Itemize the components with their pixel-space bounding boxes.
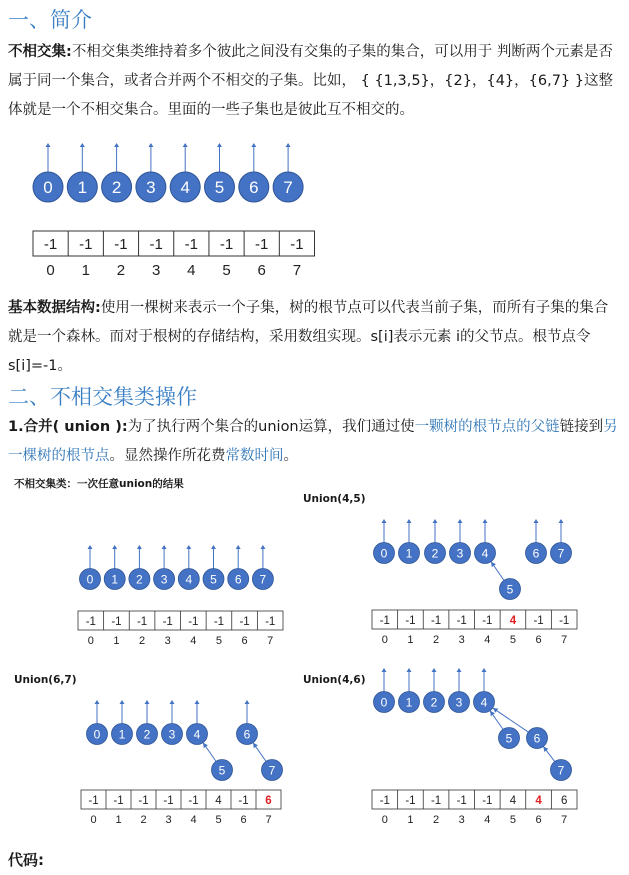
node-label: 3 xyxy=(168,727,176,742)
array-index: 1 xyxy=(115,814,122,826)
node-label: 1 xyxy=(118,727,126,742)
array-cell: -1 xyxy=(559,615,570,627)
node-label: 0 xyxy=(43,178,53,197)
panel-label-union-6-7: Union(6,7) xyxy=(14,674,77,686)
node-label: 6 xyxy=(532,546,540,561)
array-index: 5 xyxy=(509,814,516,826)
node-label: 5 xyxy=(506,582,514,597)
arrowhead-icon xyxy=(245,700,250,704)
array-cell: -1 xyxy=(290,236,304,253)
arrowhead-icon xyxy=(80,143,85,147)
array-cell: -1 xyxy=(162,616,173,628)
node-label: 4 xyxy=(180,178,190,197)
basic-structure-text: 使用一棵树来表示一个子集，树的根节点可以代表当前子集，而所有子集的集合就是一个森林。而对于根树的存储结构，采用数组实现。s[i]表示元素 i的父节点。根节点令 s[i]=-1。 xyxy=(8,300,609,374)
array-cell: -1 xyxy=(113,795,124,807)
arrowhead-icon xyxy=(534,519,539,523)
array-index: 7 xyxy=(292,262,302,279)
array-index: 2 xyxy=(139,635,146,647)
array-index: 6 xyxy=(257,262,266,279)
node-label: 0 xyxy=(380,546,388,561)
array-cell: -1 xyxy=(85,616,96,628)
array-index: 0 xyxy=(90,814,97,826)
intro-term: 不相交集: xyxy=(8,44,72,60)
arrowhead-icon xyxy=(559,519,564,523)
node-label: 4 xyxy=(480,695,488,710)
arrowhead-icon xyxy=(407,668,412,672)
array-cell: -1 xyxy=(405,795,416,807)
arrowhead-icon xyxy=(186,545,191,549)
union-text-3: 。显然操作所花费 xyxy=(109,448,226,464)
node-label: 5 xyxy=(505,731,513,746)
node-label: 1 xyxy=(405,546,413,561)
array-index: 7 xyxy=(267,635,274,647)
array-index: 2 xyxy=(140,814,147,826)
array-cell: 6 xyxy=(560,795,568,807)
arrowhead-icon xyxy=(491,562,496,568)
array-index: 1 xyxy=(81,262,90,279)
node-label: 1 xyxy=(77,178,88,197)
arrowhead-icon xyxy=(95,700,100,704)
array-cell: -1 xyxy=(43,236,58,253)
array-index: 5 xyxy=(215,635,222,647)
node-label: 0 xyxy=(86,572,94,587)
arrowhead-icon xyxy=(203,743,208,749)
array-index: 2 xyxy=(433,634,440,646)
arrowhead-icon xyxy=(251,143,256,147)
array-cell: -1 xyxy=(188,616,199,628)
node-label: 7 xyxy=(557,763,565,778)
array-cell: -1 xyxy=(456,795,467,807)
array-index: 6 xyxy=(535,634,542,646)
node-label: 7 xyxy=(268,763,276,778)
node-label: 0 xyxy=(93,727,101,742)
array-cell: -1 xyxy=(136,616,148,628)
arrowhead-icon xyxy=(493,708,499,713)
array-cell: -1 xyxy=(265,616,276,628)
array-cell: -1 xyxy=(79,236,93,253)
node-label: 0 xyxy=(380,695,388,710)
node-label: 1 xyxy=(111,572,119,587)
array-index: 7 xyxy=(561,634,568,646)
node-label: 5 xyxy=(214,178,225,197)
array-cell: -1 xyxy=(533,615,544,627)
array-index: 4 xyxy=(190,814,197,826)
arrowhead-icon xyxy=(432,668,437,672)
arrowhead-icon xyxy=(217,143,222,147)
arrowhead-icon xyxy=(195,700,200,704)
array-cell: -1 xyxy=(219,236,234,253)
array-cell: -1 xyxy=(114,236,128,253)
node-label: 2 xyxy=(431,546,439,561)
intro-paragraph xyxy=(8,38,622,125)
node-label: 2 xyxy=(111,178,122,197)
arrowhead-icon xyxy=(162,545,167,549)
panel-label-union-4-5: Union(4,5) xyxy=(303,493,366,505)
arrowhead-icon xyxy=(211,545,216,549)
array-index: 4 xyxy=(190,635,197,647)
array-cell: -1 xyxy=(379,615,390,627)
node-label: 6 xyxy=(249,178,259,197)
array-cell: -1 xyxy=(430,615,442,627)
union-highlight-1: 一颗树的根节点的父链 xyxy=(414,419,560,435)
node-label: 4 xyxy=(193,727,201,742)
array-cell: -1 xyxy=(163,795,174,807)
arrowhead-icon xyxy=(137,545,142,549)
array-cell: -1 xyxy=(379,795,390,807)
arrowhead-icon xyxy=(253,743,258,749)
union-figure xyxy=(0,500,629,840)
node-label: 2 xyxy=(430,695,438,710)
arrowhead-icon xyxy=(458,519,463,523)
intro-text: 不相交集类维持着多个彼此之间没有交集的子集的集合，可以用于 判断两个元素是否属于同一个集合，或者合并两个不相交的子集。比如， { {1,3,5}，{2}，{4}，{6,7} }这整体就是一个不相交集合。里面的一些子集也是彼此互不相交的。 xyxy=(8,44,613,118)
array-index: 4 xyxy=(484,814,491,826)
array-cell: -1 xyxy=(456,615,467,627)
array-index: 0 xyxy=(87,635,94,647)
union-term: 1.合并( union ): xyxy=(8,419,128,435)
array-index: 3 xyxy=(458,814,465,826)
arrowhead-icon xyxy=(183,143,188,147)
node-label: 6 xyxy=(243,727,251,742)
array-cell-changed: 6 xyxy=(265,795,272,807)
union-text-4: 。 xyxy=(283,448,298,464)
arrowhead-icon xyxy=(88,545,93,549)
union-highlight-2: 另一棵树的根节点 xyxy=(8,419,618,464)
array-index: 5 xyxy=(215,814,222,826)
node-label: 7 xyxy=(283,178,293,197)
array-cell: -1 xyxy=(238,795,249,807)
panel-label-union-4-6: Union(4,6) xyxy=(303,674,366,686)
array-cell: -1 xyxy=(111,616,122,628)
array-index: 5 xyxy=(222,262,231,279)
union-highlight-3: 常数时间 xyxy=(225,448,284,464)
array-cell: -1 xyxy=(255,236,269,253)
arrowhead-icon xyxy=(433,519,438,523)
arrowhead-icon xyxy=(260,545,265,549)
array-cell: -1 xyxy=(430,795,442,807)
node-label: 3 xyxy=(146,178,156,197)
node-label: 5 xyxy=(218,763,226,778)
array-cell: -1 xyxy=(184,236,199,253)
arrowhead-icon xyxy=(543,746,548,752)
array-index: 0 xyxy=(381,634,388,646)
arrowhead-icon xyxy=(457,668,462,672)
section-heading-intro: 一、简介 xyxy=(8,8,92,32)
array-index: 7 xyxy=(561,814,568,826)
array-cell: -1 xyxy=(149,236,163,253)
array-index: 4 xyxy=(484,634,491,646)
array-index: 6 xyxy=(241,635,248,647)
array-cell: -1 xyxy=(482,795,493,807)
arrowhead-icon xyxy=(482,668,487,672)
array-index: 0 xyxy=(381,814,388,826)
arrowhead-icon xyxy=(148,143,153,147)
arrowhead-icon xyxy=(112,545,117,549)
node-label: 3 xyxy=(456,546,464,561)
figure-caption: 不相交集类：一次任意union的结果 xyxy=(14,478,184,490)
arrowhead-icon xyxy=(145,700,150,704)
arrowhead-icon xyxy=(236,545,241,549)
section-heading-operations: 二、不相交集类操作 xyxy=(8,385,197,409)
array-cell: -1 xyxy=(405,615,416,627)
union-paragraph xyxy=(8,413,622,471)
node-label: 4 xyxy=(185,572,193,587)
union-text-2: 链接到 xyxy=(559,419,604,435)
node-label: 6 xyxy=(234,572,242,587)
arrowhead-icon xyxy=(120,700,125,704)
node-label: 2 xyxy=(143,727,151,742)
array-index: 6 xyxy=(535,814,542,826)
array-cell: -1 xyxy=(88,795,99,807)
arrowhead-icon xyxy=(483,519,488,523)
array-cell: 4 xyxy=(215,795,222,807)
array-index: 1 xyxy=(407,814,414,826)
arrowhead-icon xyxy=(490,711,495,717)
arrowhead-icon xyxy=(170,700,175,704)
array-cell: -1 xyxy=(213,616,225,628)
array-cell: 4 xyxy=(509,795,517,807)
arrowhead-icon xyxy=(46,143,51,147)
union-text-1: 为了执行两个集合的union运算，我们通过使 xyxy=(127,419,415,435)
basic-structure-paragraph xyxy=(8,294,622,381)
array-index: 1 xyxy=(407,634,414,646)
array-index: 3 xyxy=(151,262,161,279)
array-index: 4 xyxy=(187,262,196,279)
node-label: 4 xyxy=(481,546,489,561)
array-cell: -1 xyxy=(138,795,149,807)
code-label: 代码: xyxy=(8,851,44,869)
array-index: 2 xyxy=(116,262,126,279)
array-cell: -1 xyxy=(188,795,199,807)
array-cell-changed: 4 xyxy=(509,615,517,627)
arrowhead-icon xyxy=(407,519,412,523)
array-index: 6 xyxy=(240,814,247,826)
array-index: 3 xyxy=(458,634,465,646)
node-label: 5 xyxy=(210,572,217,587)
array-index: 2 xyxy=(433,814,440,826)
node-label: 7 xyxy=(557,546,565,561)
array-index: 7 xyxy=(265,814,272,826)
array-cell: -1 xyxy=(482,615,493,627)
arrowhead-icon xyxy=(114,143,119,147)
node-label: 3 xyxy=(160,572,168,587)
array-index: 3 xyxy=(164,635,171,647)
array-cell-changed: 4 xyxy=(535,795,542,807)
node-label: 6 xyxy=(533,731,541,746)
arrowhead-icon xyxy=(382,519,387,523)
node-label: 2 xyxy=(136,572,143,587)
array-index: 1 xyxy=(113,635,120,647)
arrowhead-icon xyxy=(382,668,387,672)
initial-set-diagram xyxy=(0,135,629,285)
array-cell: -1 xyxy=(239,616,250,628)
arrowhead-icon xyxy=(286,143,291,147)
basic-structure-term: 基本数据结构: xyxy=(8,300,101,316)
array-index: 5 xyxy=(509,634,516,646)
node-label: 7 xyxy=(259,572,267,587)
node-label: 3 xyxy=(455,695,463,710)
node-label: 1 xyxy=(405,695,413,710)
array-index: 3 xyxy=(165,814,172,826)
array-index: 0 xyxy=(46,262,55,279)
